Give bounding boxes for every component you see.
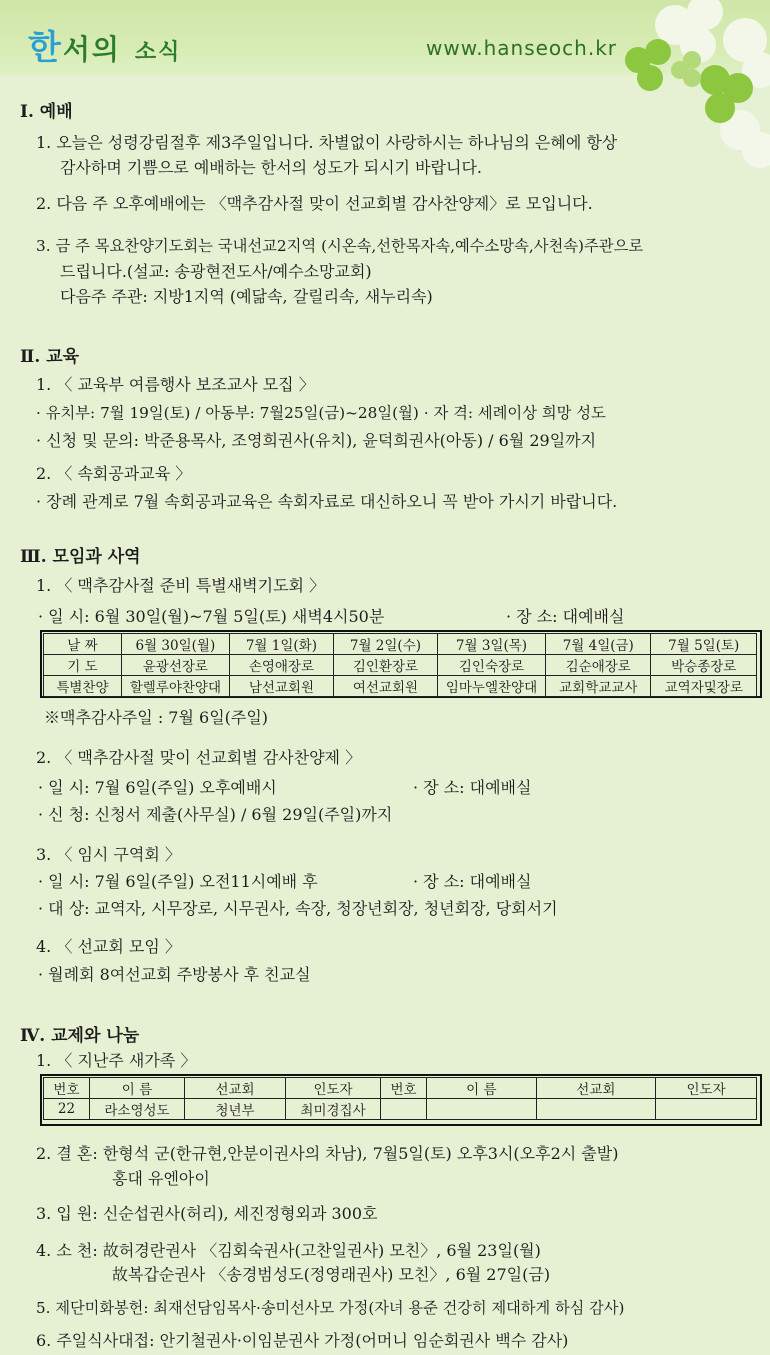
s2-item-2: 2. 〈 속회공과교육 〉 bbox=[36, 464, 192, 483]
family-table-cell: 선교회 bbox=[536, 1078, 656, 1099]
family-table-cell: 인도자 bbox=[285, 1078, 380, 1099]
s1-item-3c: 다음주 주관: 지방1지역 (예닮속, 갈릴리속, 새누리속) bbox=[60, 287, 433, 306]
family-table-cell: 선교회 bbox=[185, 1078, 286, 1099]
family-table-cell bbox=[381, 1099, 427, 1120]
s3-item-1a: · 일 시: 6월 30일(월)~7월 5일(토) 새벽4시50분 bbox=[38, 607, 385, 626]
family-table-cell: 청년부 bbox=[185, 1099, 286, 1120]
prayer-table-cell: 남선교회원 bbox=[229, 676, 333, 697]
s4-item-4b: 故복갑순권사 〈송경범성도(정영래권사) 모친〉, 6월 27일(금) bbox=[112, 1265, 551, 1284]
s3-item-1b: · 장 소: 대예배실 bbox=[506, 607, 625, 626]
prayer-table-cell: 7월 2일(수) bbox=[333, 634, 437, 655]
new-family-table bbox=[43, 1077, 757, 1120]
s3-item-2: 2. 〈 맥추감사절 맞이 선교회별 감사찬양제 〉 bbox=[36, 748, 362, 767]
s1-item-1a: 1. 오늘은 성령강림절후 제3주일입니다. 차별없이 사랑하시는 하나님의 은혜에 항상 bbox=[36, 133, 618, 152]
prayer-table-row bbox=[44, 676, 757, 697]
prayer-table-cell: 6월 30일(월) bbox=[121, 634, 229, 655]
s3-item-3b: · 장 소: 대예배실 bbox=[413, 872, 532, 891]
clover-decoration-icon bbox=[620, 0, 770, 170]
s1-item-3a: 3. 금 주 목요찬양기도회는 국내선교2지역 (시온속,선한목자속,예수소망속,사천속)주관으로 bbox=[36, 237, 644, 255]
prayer-table-cell: 특별찬양 bbox=[44, 676, 122, 697]
title-part-2: 서의 bbox=[62, 33, 121, 66]
s1-item-2: 2. 다음 주 오후예배에는 〈맥추감사절 맞이 선교회별 감사찬양제〉로 모입니다. bbox=[36, 194, 593, 213]
family-table-cell bbox=[536, 1099, 656, 1120]
s4-item-5: 5. 제단미화봉헌: 최재선담임목사·송미선사모 가정(자녀 용준 건강히 제대하게 하심 감사) bbox=[36, 1299, 625, 1317]
s1-item-3b: 드립니다.(설교: 송광현전도사/예수소망교회) bbox=[60, 262, 372, 281]
prayer-table-row bbox=[44, 634, 757, 655]
s2-item-1b: · 신청 및 문의: 박준용목사, 조영희권사(유치), 윤덕희권사(아동) / 6월 29일까지 bbox=[36, 431, 597, 450]
prayer-table-cell: 7월 3일(목) bbox=[437, 634, 545, 655]
s4-item-2b: 홍대 유엔아이 bbox=[112, 1169, 210, 1188]
s4-item-1: 1. 〈 지난주 새가족 〉 bbox=[36, 1051, 197, 1070]
title-part-3: 소식 bbox=[134, 40, 182, 65]
family-table-cell: 번호 bbox=[44, 1078, 90, 1099]
family-table-cell bbox=[656, 1099, 757, 1120]
s3-item-2c: · 신 청: 신청서 제출(사무실) / 6월 29일(주일)까지 bbox=[38, 805, 393, 824]
family-table-cell: 인도자 bbox=[656, 1078, 757, 1099]
s2-item-1a: · 유치부: 7월 19일(토) / 아동부: 7월25일(금)~28일(월) · 자 격: 세례이상 희망 성도 bbox=[36, 404, 606, 422]
s2-item-2a: · 장례 관계로 7월 속회공과교육은 속회자료로 대신하오니 꼭 받아 가시기 바랍니다. bbox=[36, 492, 618, 511]
family-table-cell: 번호 bbox=[381, 1078, 427, 1099]
prayer-table-cell: 날 짜 bbox=[44, 634, 122, 655]
section-4-title: Ⅳ. 교제와 나눔 bbox=[20, 1026, 140, 1046]
prayer-table-cell: 임마누엘찬양대 bbox=[437, 676, 545, 697]
s3-item-2b: · 장 소: 대예배실 bbox=[413, 778, 532, 797]
family-table-row bbox=[44, 1078, 757, 1099]
family-table-cell: 최미경집사 bbox=[285, 1099, 380, 1120]
prayer-table-cell: 여선교회원 bbox=[333, 676, 437, 697]
s3-item-3a: · 일 시: 7월 6일(주일) 오전11시예배 후 bbox=[38, 872, 318, 891]
s1-item-1b: 감사하며 기쁨으로 예배하는 한서의 성도가 되시기 바랍니다. bbox=[60, 158, 483, 177]
prayer-table-cell: 7월 5일(토) bbox=[651, 634, 757, 655]
section-1-title: Ⅰ. 예배 bbox=[20, 102, 73, 122]
s4-item-2a: 2. 결 혼: 한형석 군(한규현,안분이권사의 차남), 7월5일(토) 오후3시(오후2시 출발) bbox=[36, 1144, 619, 1163]
prayer-table-cell: 할렐루야찬양대 bbox=[121, 676, 229, 697]
s3-item-3: 3. 〈 임시 구역회 〉 bbox=[36, 845, 181, 864]
s3-note: ※맥추감사주일 : 7월 6일(주일) bbox=[44, 708, 269, 727]
prayer-table-cell: 7월 4일(금) bbox=[546, 634, 651, 655]
prayer-table-cell: 박승종장로 bbox=[651, 655, 757, 676]
s3-item-1: 1. 〈 맥추감사절 준비 특별새벽기도회 〉 bbox=[36, 576, 326, 595]
prayer-table-cell: 김인환장로 bbox=[333, 655, 437, 676]
s3-item-4: 4. 〈 선교회 모임 〉 bbox=[36, 937, 181, 956]
header-banner bbox=[0, 0, 770, 76]
prayer-schedule-table bbox=[43, 633, 757, 697]
s3-item-2a: · 일 시: 7월 6일(주일) 오후예배시 bbox=[38, 778, 277, 797]
family-table-cell bbox=[427, 1099, 537, 1120]
prayer-table-cell: 김인숙장로 bbox=[437, 655, 545, 676]
prayer-table-cell: 김순애장로 bbox=[546, 655, 651, 676]
family-table-row bbox=[44, 1099, 757, 1120]
family-table-cell: 22 bbox=[44, 1099, 90, 1120]
section-2-title: Ⅱ. 교육 bbox=[20, 347, 80, 367]
website-url[interactable]: www.hanseoch.kr bbox=[426, 36, 617, 60]
prayer-table-cell: 교역자및장로 bbox=[651, 676, 757, 697]
s4-item-6: 6. 주일식사대접: 안기철권사·이임분권사 가정(어머니 임순회권사 백수 감사) bbox=[36, 1331, 569, 1350]
section-3-title: Ⅲ. 모임과 사역 bbox=[20, 547, 141, 567]
prayer-table-cell: 교회학교교사 bbox=[546, 676, 651, 697]
s3-item-4a: · 월례회 8여선교회 주방봉사 후 친교실 bbox=[38, 965, 311, 984]
prayer-table-cell: 윤광선장로 bbox=[121, 655, 229, 676]
family-table-cell: 이 름 bbox=[427, 1078, 537, 1099]
prayer-table-cell: 7월 1일(화) bbox=[229, 634, 333, 655]
s3-item-3c: · 대 상: 교역자, 시무장로, 시무권사, 속장, 청장년회장, 청년회장, 당회서기 bbox=[38, 899, 558, 918]
prayer-table-cell: 기 도 bbox=[44, 655, 122, 676]
s2-item-1: 1. 〈 교육부 여름행사 보조교사 모집 〉 bbox=[36, 375, 315, 394]
s4-item-3: 3. 입 원: 신순섭권사(허리), 세진정형외과 300호 bbox=[36, 1204, 378, 1223]
s4-item-4a: 4. 소 천: 故허경란권사 〈김회숙권사(고찬일권사) 모친〉, 6월 23일(월) bbox=[36, 1241, 541, 1260]
prayer-table-cell: 손영애장로 bbox=[229, 655, 333, 676]
prayer-table-row bbox=[44, 655, 757, 676]
family-table-cell: 이 름 bbox=[89, 1078, 184, 1099]
title-part-1: 한 bbox=[28, 28, 63, 68]
page-title bbox=[28, 20, 181, 69]
family-table-cell: 라소영성도 bbox=[89, 1099, 184, 1120]
